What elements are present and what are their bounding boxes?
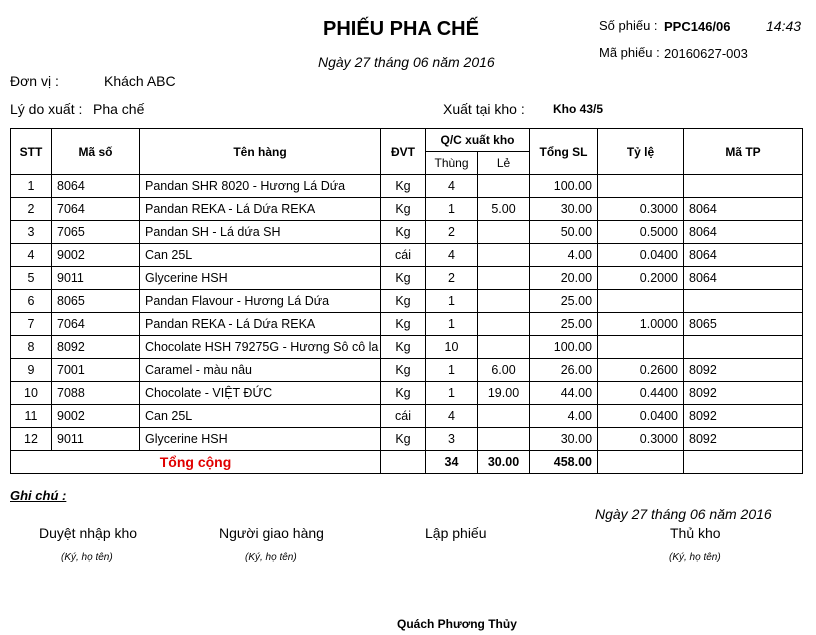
row-ma-so: 9002 (52, 405, 140, 428)
total-row (11, 451, 803, 474)
table-row (11, 290, 803, 313)
lap-phieu-label: Lập phiếu (425, 525, 487, 541)
row-stt: 10 (11, 382, 52, 405)
row-ten-hang: Can 25L (140, 405, 381, 428)
table-row (11, 405, 803, 428)
row-dvt: Kg (381, 175, 426, 198)
row-ma-so: 8092 (52, 336, 140, 359)
row-dvt: cái (381, 405, 426, 428)
row-ma-so: 8064 (52, 175, 140, 198)
table-row (11, 175, 803, 198)
row-le (478, 267, 530, 290)
row-thung: 1 (426, 359, 478, 382)
row-ty-le: 1.0000 (598, 313, 684, 336)
don-vi-label: Đơn vị : (10, 73, 59, 89)
row-dvt: Kg (381, 267, 426, 290)
row-ma-so: 7065 (52, 221, 140, 244)
row-thung: 1 (426, 382, 478, 405)
row-ty-le: 0.3000 (598, 428, 684, 451)
row-thung: 4 (426, 244, 478, 267)
table-row (11, 198, 803, 221)
table-row (11, 428, 803, 451)
row-le (478, 405, 530, 428)
row-ten-hang: Glycerine HSH (140, 267, 381, 290)
row-dvt: Kg (381, 359, 426, 382)
total-le: 30.00 (478, 451, 530, 474)
header-ma-so: Mã số (52, 129, 140, 175)
ly-do-label: Lý do xuất : (10, 101, 83, 117)
row-ma-tp: 8064 (684, 221, 803, 244)
thu-kho-label: Thủ kho (670, 525, 721, 541)
row-ma-so: 7088 (52, 382, 140, 405)
row-stt: 4 (11, 244, 52, 267)
footer-date: Ngày 27 tháng 06 năm 2016 (595, 506, 772, 522)
ly-do-value: Pha chế (93, 101, 145, 117)
row-ten-hang: Pandan REKA - Lá Dứa REKA (140, 313, 381, 336)
row-ty-le: 0.4400 (598, 382, 684, 405)
row-thung: 4 (426, 175, 478, 198)
page-title: PHIẾU PHA CHẾ (323, 18, 479, 40)
ky-ho-ten-duyet: (Ký, họ tên) (61, 552, 113, 563)
row-stt: 1 (11, 175, 52, 198)
row-thung: 2 (426, 221, 478, 244)
header-ty-le: Tỷ lệ (598, 129, 684, 175)
row-ten-hang: Chocolate - VIỆT ĐỨC (140, 382, 381, 405)
row-thung: 1 (426, 290, 478, 313)
row-ty-le: 0.2600 (598, 359, 684, 382)
document-date: Ngày 27 tháng 06 năm 2016 (318, 54, 495, 70)
row-ten-hang: Pandan Flavour - Hương Lá Dứa (140, 290, 381, 313)
row-ma-tp: 8064 (684, 244, 803, 267)
row-thung: 2 (426, 267, 478, 290)
table-row (11, 382, 803, 405)
row-dvt: Kg (381, 313, 426, 336)
row-le (478, 336, 530, 359)
row-ty-le (598, 290, 684, 313)
row-stt: 2 (11, 198, 52, 221)
total-ty-le-cell (598, 451, 684, 474)
row-le (478, 175, 530, 198)
table-row (11, 359, 803, 382)
row-le: 6.00 (478, 359, 530, 382)
row-ma-so: 8065 (52, 290, 140, 313)
so-phieu-value: PPC146/06 (664, 19, 731, 34)
header-ma-tp: Mã TP (684, 129, 803, 175)
xuat-tai-kho-value: Kho 43/5 (553, 102, 604, 116)
header-tong-sl: Tổng SL (530, 129, 598, 175)
row-thung: 10 (426, 336, 478, 359)
header-stt: STT (11, 129, 52, 175)
row-ty-le: 0.0400 (598, 405, 684, 428)
row-ma-tp: 8064 (684, 267, 803, 290)
row-ma-tp: 8064 (684, 198, 803, 221)
row-le (478, 290, 530, 313)
row-le: 19.00 (478, 382, 530, 405)
row-thung: 4 (426, 405, 478, 428)
row-ma-so: 9002 (52, 244, 140, 267)
row-stt: 12 (11, 428, 52, 451)
row-ma-so: 9011 (52, 428, 140, 451)
row-ten-hang: Pandan SH - Lá dứa SH (140, 221, 381, 244)
row-thung: 1 (426, 198, 478, 221)
ghi-chu-label: Ghi chú : (10, 488, 67, 503)
row-dvt: cái (381, 244, 426, 267)
row-dvt: Kg (381, 290, 426, 313)
xuat-tai-kho-label: Xuất tại kho : (443, 101, 525, 117)
ky-ho-ten-nguoi-giao: (Ký, họ tên) (245, 552, 297, 563)
row-ten-hang: Pandan REKA - Lá Dứa REKA (140, 198, 381, 221)
row-ten-hang: Caramel - màu nâu (140, 359, 381, 382)
total-tong: 458.00 (530, 451, 598, 474)
row-ty-le: 0.5000 (598, 221, 684, 244)
table-row (11, 336, 803, 359)
row-ma-tp (684, 175, 803, 198)
row-thung: 1 (426, 313, 478, 336)
row-ma-tp: 8092 (684, 405, 803, 428)
row-tong-sl: 25.00 (530, 313, 598, 336)
row-stt: 8 (11, 336, 52, 359)
row-tong-sl: 25.00 (530, 290, 598, 313)
row-dvt: Kg (381, 382, 426, 405)
row-le (478, 428, 530, 451)
duyet-nhap-kho-label: Duyệt nhập kho (39, 525, 138, 541)
row-stt: 6 (11, 290, 52, 313)
time-value: 14:43 (766, 18, 802, 34)
row-dvt: Kg (381, 428, 426, 451)
row-ma-tp: 8092 (684, 428, 803, 451)
row-tong-sl: 26.00 (530, 359, 598, 382)
row-tong-sl: 30.00 (530, 428, 598, 451)
row-ty-le: 0.3000 (598, 198, 684, 221)
header-ten-hang: Tên hàng (140, 129, 381, 175)
row-ma-tp: 8092 (684, 382, 803, 405)
row-ty-le (598, 336, 684, 359)
row-ma-tp (684, 336, 803, 359)
nguoi-giao-hang-label: Người giao hàng (219, 525, 324, 541)
signer-name: Quách Phương Thủy (397, 617, 517, 631)
row-le: 5.00 (478, 198, 530, 221)
header-dvt: ĐVT (381, 129, 426, 175)
ky-ho-ten-thu-kho: (Ký, họ tên) (669, 552, 721, 563)
total-thung: 34 (426, 451, 478, 474)
total-dvt-cell (381, 451, 426, 474)
row-stt: 3 (11, 221, 52, 244)
row-ty-le (598, 175, 684, 198)
row-stt: 7 (11, 313, 52, 336)
row-le (478, 244, 530, 267)
total-ma-tp-cell (684, 451, 803, 474)
items-table (10, 128, 803, 474)
row-ten-hang: Chocolate HSH 79275G - Hương Sô cô la (140, 336, 381, 359)
table-row (11, 313, 803, 336)
row-ten-hang: Glycerine HSH (140, 428, 381, 451)
row-ma-so: 9011 (52, 267, 140, 290)
header-qc-xuat-kho: Q/C xuất kho (426, 129, 530, 152)
row-ma-tp: 8065 (684, 313, 803, 336)
table-row (11, 221, 803, 244)
row-tong-sl: 100.00 (530, 175, 598, 198)
row-tong-sl: 44.00 (530, 382, 598, 405)
row-stt: 5 (11, 267, 52, 290)
row-tong-sl: 30.00 (530, 198, 598, 221)
so-phieu-label: Số phiếu : (599, 18, 658, 33)
ma-phieu-value: 20160627-003 (664, 46, 748, 61)
table-row (11, 244, 803, 267)
don-vi-value: Khách ABC (104, 73, 176, 89)
row-ma-so: 7001 (52, 359, 140, 382)
row-ty-le: 0.2000 (598, 267, 684, 290)
row-ma-so: 7064 (52, 313, 140, 336)
row-dvt: Kg (381, 221, 426, 244)
row-le (478, 221, 530, 244)
row-thung: 3 (426, 428, 478, 451)
header-le: Lẻ (478, 152, 530, 175)
row-ty-le: 0.0400 (598, 244, 684, 267)
ma-phieu-label: Mã phiếu : (599, 45, 660, 60)
row-le (478, 313, 530, 336)
table-row (11, 267, 803, 290)
row-stt: 9 (11, 359, 52, 382)
row-tong-sl: 4.00 (530, 405, 598, 428)
row-tong-sl: 20.00 (530, 267, 598, 290)
row-tong-sl: 100.00 (530, 336, 598, 359)
row-ma-tp (684, 290, 803, 313)
row-tong-sl: 4.00 (530, 244, 598, 267)
header-thung: Thùng (426, 152, 478, 175)
row-ma-so: 7064 (52, 198, 140, 221)
total-label: Tổng cộng (11, 451, 381, 474)
row-dvt: Kg (381, 198, 426, 221)
row-stt: 11 (11, 405, 52, 428)
row-ten-hang: Pandan SHR 8020 - Hương Lá Dứa (140, 175, 381, 198)
row-tong-sl: 50.00 (530, 221, 598, 244)
row-ma-tp: 8092 (684, 359, 803, 382)
row-ten-hang: Can 25L (140, 244, 381, 267)
row-dvt: Kg (381, 336, 426, 359)
